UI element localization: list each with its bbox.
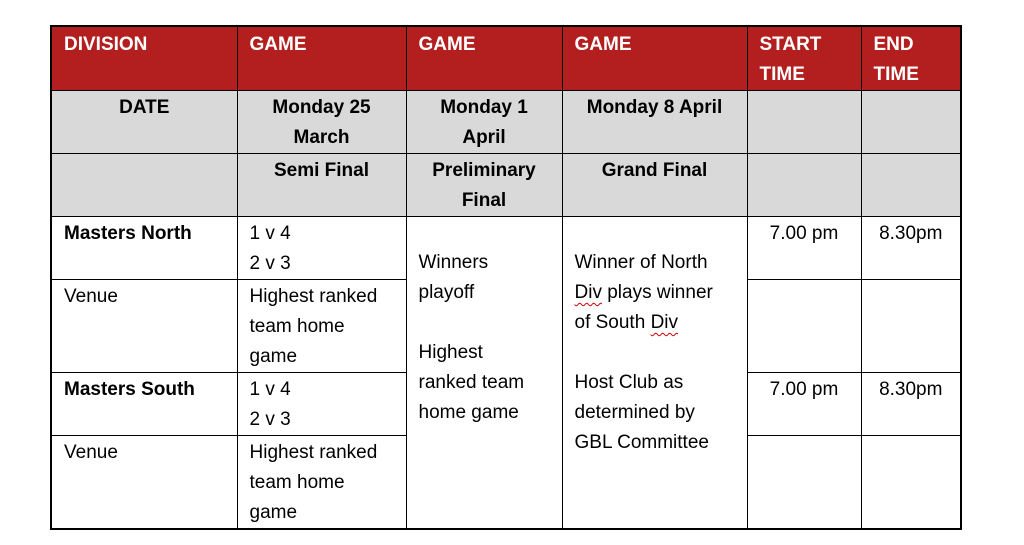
round-game-2-line: Final bbox=[461, 190, 507, 211]
preliminary-final-venue-line: ranked team bbox=[418, 372, 525, 393]
header-end-time-line: TIME bbox=[873, 64, 919, 85]
preliminary-final-line: Winners bbox=[418, 252, 489, 273]
date-game-2 bbox=[406, 91, 562, 154]
grand-final-venue-line: Host Club as bbox=[574, 372, 684, 393]
venue-line: game bbox=[249, 502, 298, 523]
round-start-empty bbox=[747, 154, 861, 217]
round-label-empty bbox=[51, 154, 237, 217]
venue-line: team home bbox=[249, 472, 345, 493]
grand-final-cell bbox=[562, 217, 747, 530]
match-line: 1 v 4 bbox=[249, 379, 291, 400]
grand-final-line: Winner of North bbox=[574, 252, 708, 273]
masters-north-start-time: 7.00 pm bbox=[747, 217, 861, 280]
header-game-3: GAME bbox=[562, 26, 747, 91]
venue-north-label: Venue bbox=[51, 280, 237, 373]
masters-north-end-time: 8.30pm bbox=[861, 217, 961, 280]
round-game-3: Grand Final bbox=[562, 154, 747, 217]
header-game-2: GAME bbox=[406, 26, 562, 91]
preliminary-final-venue-line: Highest bbox=[418, 342, 483, 363]
date-game-1-line: Monday 25 bbox=[272, 97, 371, 118]
masters-south-label: Masters South bbox=[51, 373, 237, 436]
header-start-time-line: TIME bbox=[759, 64, 805, 85]
header-division: DIVISION bbox=[51, 26, 237, 91]
grand-final-line bbox=[575, 308, 739, 338]
venue-south-label: Venue bbox=[51, 436, 237, 530]
masters-south-start-time: 7.00 pm bbox=[747, 373, 861, 436]
masters-north-label: Masters North bbox=[51, 217, 237, 280]
match-line: 1 v 4 bbox=[249, 223, 291, 244]
grand-final-venue-line: GBL Committee bbox=[574, 432, 709, 453]
spellcheck-word: Div bbox=[574, 282, 602, 303]
masters-south-end-time: 8.30pm bbox=[861, 373, 961, 436]
date-game-3: Monday 8 April bbox=[562, 91, 747, 154]
header-end-time bbox=[861, 26, 961, 91]
grand-final-line bbox=[575, 278, 739, 308]
date-label: DATE bbox=[51, 91, 237, 154]
round-game-2-line: Preliminary bbox=[432, 160, 536, 181]
header-end-time-line: END bbox=[873, 34, 914, 55]
header-row bbox=[51, 26, 961, 91]
masters-south-matches bbox=[237, 373, 406, 436]
match-line: 2 v 3 bbox=[249, 409, 291, 430]
header-start-time-line: START bbox=[759, 34, 822, 55]
venue-line: team home bbox=[249, 316, 345, 337]
date-game-2-line: Monday 1 bbox=[440, 97, 528, 118]
match-line: 2 v 3 bbox=[249, 253, 291, 274]
date-start-empty bbox=[747, 91, 861, 154]
preliminary-final-venue-line: home game bbox=[418, 402, 519, 423]
date-game-2-line: April bbox=[462, 127, 506, 148]
grand-final-venue-line: determined by bbox=[574, 402, 695, 423]
venue-north-end-empty bbox=[861, 280, 961, 373]
venue-south-start-empty bbox=[747, 436, 861, 530]
header-game-1: GAME bbox=[237, 26, 406, 91]
header-start-time bbox=[747, 26, 861, 91]
grand-final-text: plays winner bbox=[601, 282, 713, 303]
date-game-1 bbox=[237, 91, 406, 154]
masters-north-row bbox=[51, 217, 961, 280]
round-end-empty bbox=[861, 154, 961, 217]
venue-line: game bbox=[249, 346, 298, 367]
round-row bbox=[51, 154, 961, 217]
spellcheck-word: Div bbox=[650, 312, 679, 333]
masters-north-matches bbox=[237, 217, 406, 280]
venue-line: Highest ranked bbox=[249, 442, 378, 463]
preliminary-final-cell bbox=[406, 217, 562, 530]
venue-south-game-1 bbox=[237, 436, 406, 530]
preliminary-final-line: playoff bbox=[418, 282, 475, 303]
venue-north-start-empty bbox=[747, 280, 861, 373]
round-game-2 bbox=[406, 154, 562, 217]
round-game-1: Semi Final bbox=[237, 154, 406, 217]
grand-final-text: of South bbox=[574, 312, 651, 333]
schedule-table bbox=[50, 25, 962, 530]
venue-south-end-empty bbox=[861, 436, 961, 530]
line-gap bbox=[419, 308, 554, 338]
venue-line: Highest ranked bbox=[249, 286, 378, 307]
date-end-empty bbox=[861, 91, 961, 154]
date-row bbox=[51, 91, 961, 154]
venue-north-game-1 bbox=[237, 280, 406, 373]
line-gap bbox=[575, 338, 739, 368]
date-game-1-line: March bbox=[293, 127, 350, 148]
